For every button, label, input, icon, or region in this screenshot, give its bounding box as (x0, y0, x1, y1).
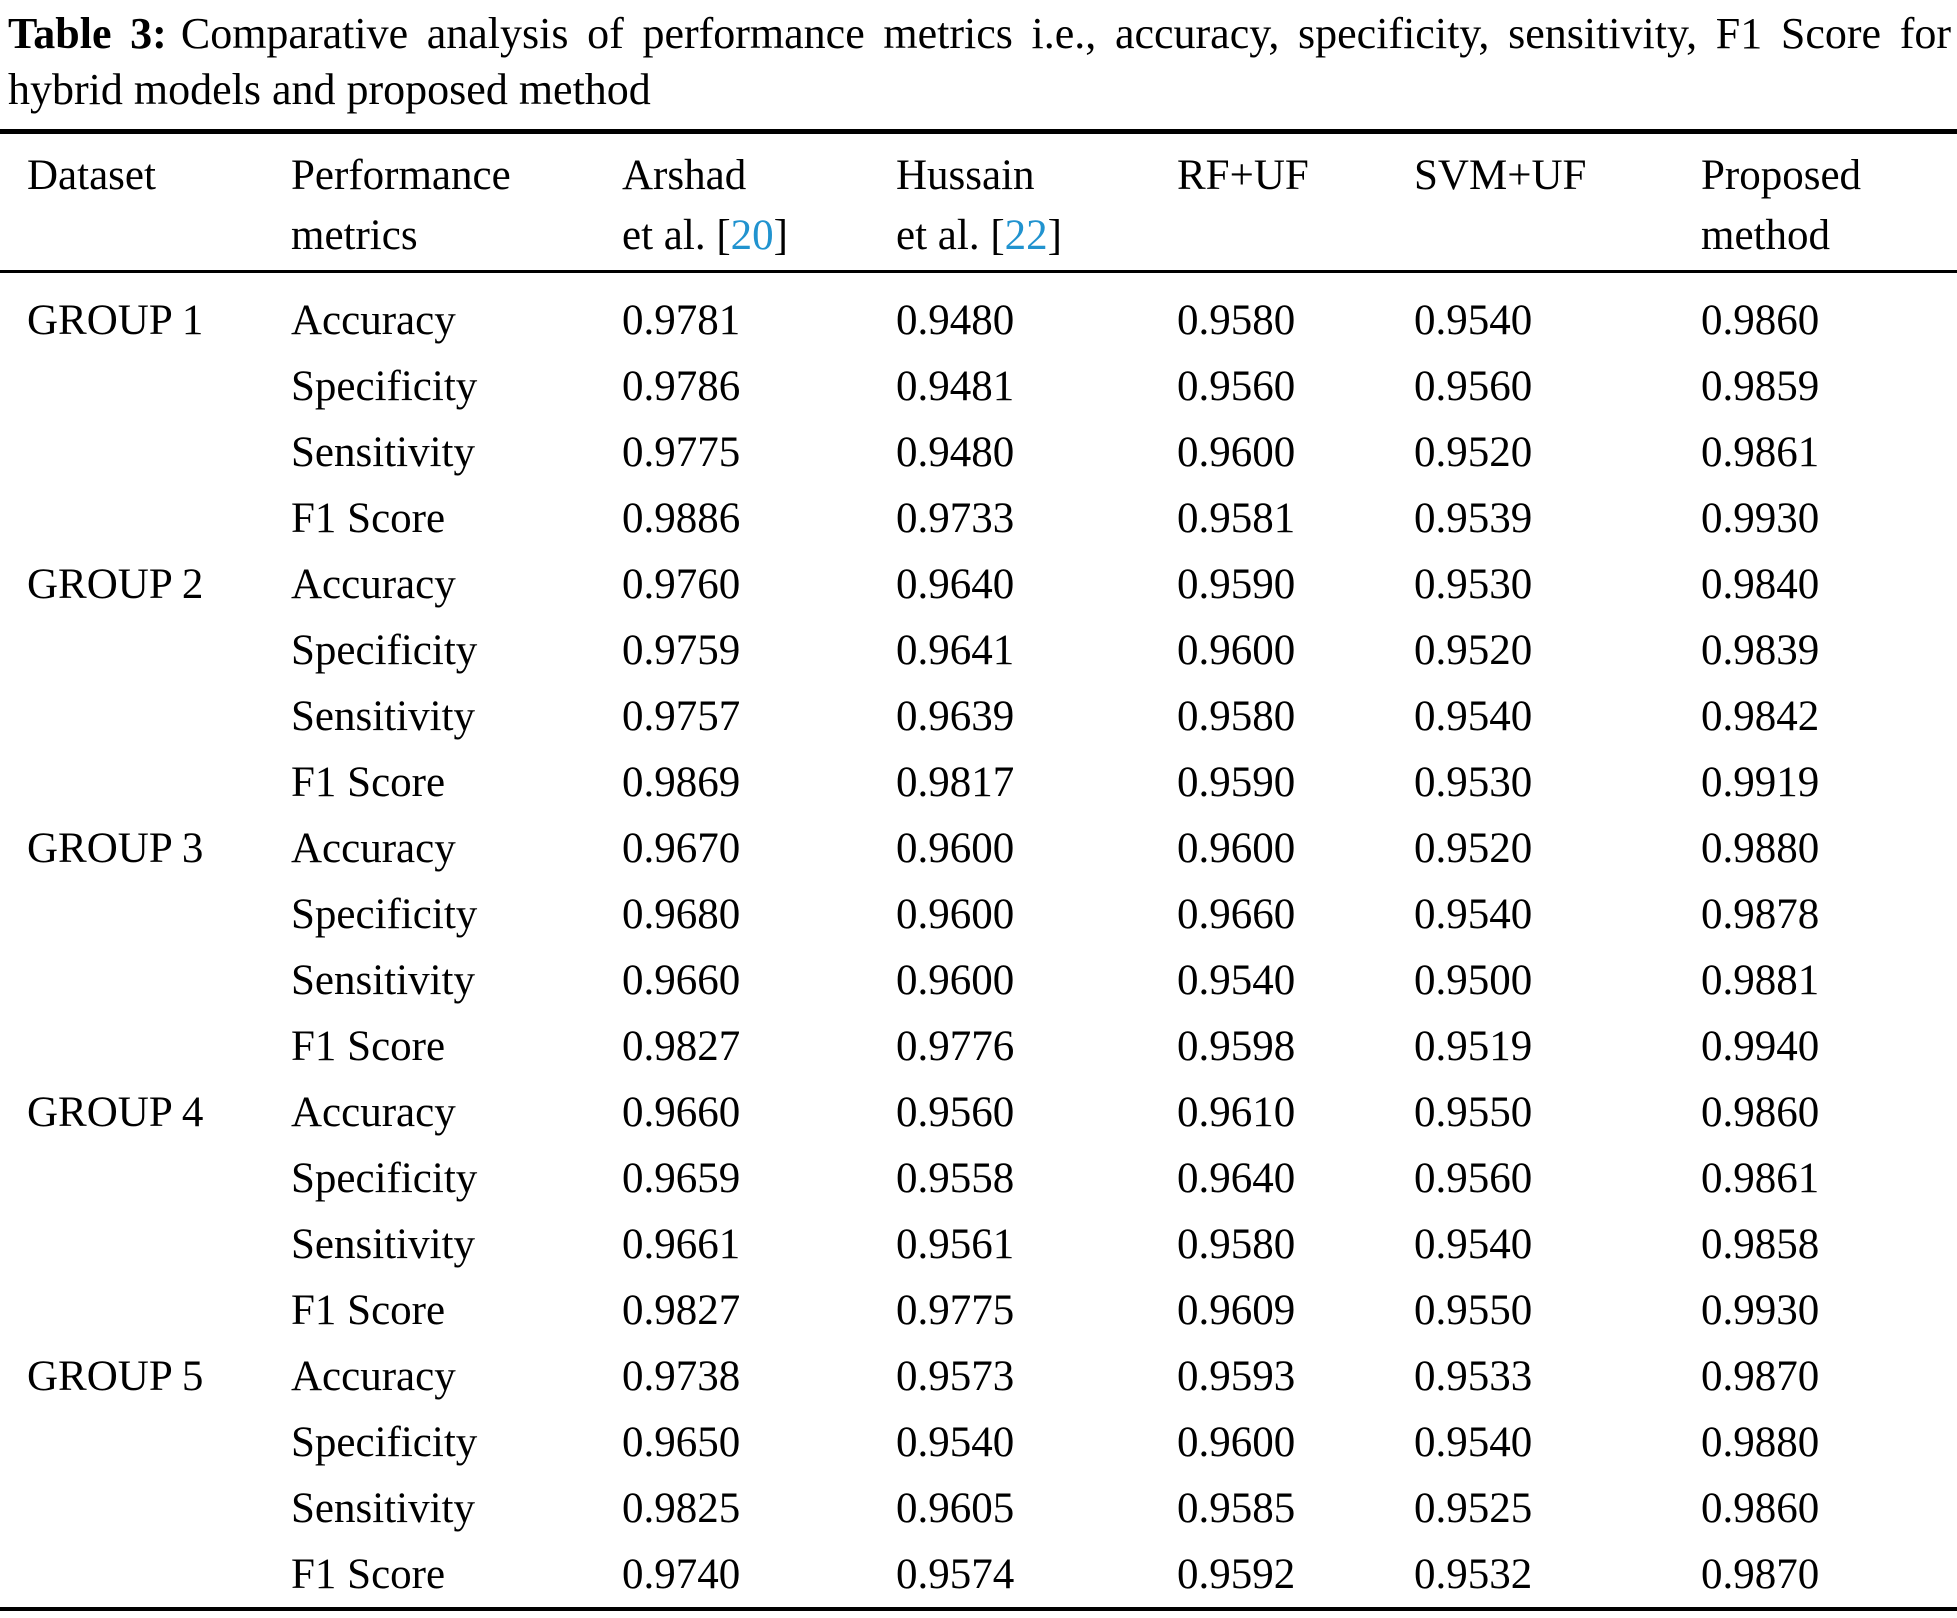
table-row (0, 1343, 1957, 1409)
table-row (0, 419, 1957, 485)
value-cell-proposed: 0.9842 (1701, 693, 1820, 740)
header-row (0, 131, 1957, 271)
value-cell-proposed: 0.9930 (1701, 495, 1820, 542)
dataset-group-cell (0, 749, 291, 815)
table-row (0, 1541, 1957, 1609)
table-row (0, 272, 1957, 354)
metric-name-cell: Accuracy (291, 561, 456, 608)
col-header-svm-uf: SVM+UF (1414, 131, 1701, 271)
value-cell-arshad: 0.9825 (622, 1485, 741, 1532)
value-cell-rf-uf: 0.9580 (1177, 1221, 1296, 1268)
value-cell-proposed: 0.9878 (1701, 891, 1820, 938)
metric-name-cell: F1 Score (291, 1287, 446, 1334)
table-row (0, 1211, 1957, 1277)
value-cell-svm-uf: 0.9500 (1414, 957, 1533, 1004)
value-cell-arshad: 0.9775 (622, 429, 741, 476)
value-cell-rf-uf: 0.9640 (1177, 1155, 1296, 1202)
value-cell-hussain: 0.9639 (896, 693, 1015, 740)
dataset-group-cell (0, 1409, 291, 1475)
dataset-group-cell (0, 1277, 291, 1343)
dataset-group-cell (0, 617, 291, 683)
value-cell-hussain: 0.9540 (896, 1419, 1015, 1466)
table-body (0, 272, 1957, 1610)
value-cell-arshad: 0.9650 (622, 1419, 741, 1466)
value-cell-arshad: 0.9661 (622, 1221, 741, 1268)
value-cell-hussain: 0.9640 (896, 561, 1015, 608)
value-cell-arshad: 0.9760 (622, 561, 741, 608)
value-cell-svm-uf: 0.9560 (1414, 1155, 1533, 1202)
value-cell-svm-uf: 0.9540 (1414, 1221, 1533, 1268)
value-cell-rf-uf: 0.9600 (1177, 1419, 1296, 1466)
table-row (0, 353, 1957, 419)
value-cell-svm-uf: 0.9540 (1414, 891, 1533, 938)
value-cell-arshad: 0.9869 (622, 759, 741, 806)
table-row (0, 749, 1957, 815)
table-row (0, 1079, 1957, 1145)
dataset-group-cell: GROUP 4 (27, 1089, 204, 1136)
col-header-hussain: Hussain et al. [22] (896, 131, 1177, 271)
metric-name-cell: Specificity (291, 891, 478, 938)
value-cell-proposed: 0.9880 (1701, 1419, 1820, 1466)
value-cell-proposed: 0.9870 (1701, 1353, 1820, 1400)
metric-name-cell: Sensitivity (291, 429, 475, 476)
metric-name-cell: F1 Score (291, 759, 446, 806)
metric-name-cell: Sensitivity (291, 1221, 475, 1268)
value-cell-hussain: 0.9574 (896, 1551, 1015, 1598)
citation-ref-22[interactable]: 22 (1004, 211, 1048, 259)
metric-name-cell: Specificity (291, 1419, 478, 1466)
value-cell-arshad: 0.9781 (622, 297, 741, 344)
col-header-performance-metrics: Performance metrics (291, 131, 622, 271)
dataset-group-cell (0, 485, 291, 551)
value-cell-rf-uf: 0.9609 (1177, 1287, 1296, 1334)
value-cell-hussain: 0.9558 (896, 1155, 1015, 1202)
value-cell-hussain: 0.9600 (896, 825, 1015, 872)
value-cell-proposed: 0.9881 (1701, 957, 1820, 1004)
value-cell-hussain: 0.9480 (896, 429, 1015, 476)
value-cell-hussain: 0.9561 (896, 1221, 1015, 1268)
value-cell-hussain: 0.9600 (896, 957, 1015, 1004)
table-row (0, 485, 1957, 551)
dataset-group-cell (0, 881, 291, 947)
value-cell-proposed: 0.9919 (1701, 759, 1820, 806)
dataset-group-cell: GROUP 1 (27, 297, 204, 344)
value-cell-svm-uf: 0.9520 (1414, 825, 1533, 872)
value-cell-arshad: 0.9660 (622, 957, 741, 1004)
value-cell-rf-uf: 0.9600 (1177, 825, 1296, 872)
dataset-group-cell: GROUP 3 (27, 825, 204, 872)
value-cell-proposed: 0.9861 (1701, 429, 1820, 476)
metric-name-cell: Sensitivity (291, 1485, 475, 1532)
value-cell-arshad: 0.9670 (622, 825, 741, 872)
value-cell-hussain: 0.9560 (896, 1089, 1015, 1136)
value-cell-svm-uf: 0.9519 (1414, 1023, 1533, 1070)
metric-name-cell: Accuracy (291, 1089, 456, 1136)
metric-name-cell: Accuracy (291, 825, 456, 872)
value-cell-proposed: 0.9860 (1701, 1089, 1820, 1136)
value-cell-arshad: 0.9886 (622, 495, 741, 542)
value-cell-arshad: 0.9827 (622, 1287, 741, 1334)
value-cell-hussain: 0.9733 (896, 495, 1015, 542)
value-cell-rf-uf: 0.9590 (1177, 759, 1296, 806)
value-cell-rf-uf: 0.9600 (1177, 627, 1296, 674)
value-cell-svm-uf: 0.9539 (1414, 495, 1533, 542)
value-cell-hussain: 0.9605 (896, 1485, 1015, 1532)
value-cell-svm-uf: 0.9533 (1414, 1353, 1533, 1400)
value-cell-proposed: 0.9880 (1701, 825, 1820, 872)
table-row (0, 1277, 1957, 1343)
col-header-dataset: Dataset (0, 131, 291, 271)
value-cell-rf-uf: 0.9592 (1177, 1551, 1296, 1598)
metric-name-cell: F1 Score (291, 1023, 446, 1070)
value-cell-hussain: 0.9641 (896, 627, 1015, 674)
value-cell-svm-uf: 0.9525 (1414, 1485, 1533, 1532)
value-cell-rf-uf: 0.9600 (1177, 429, 1296, 476)
dataset-group-cell (0, 683, 291, 749)
metric-name-cell: Specificity (291, 363, 478, 410)
value-cell-svm-uf: 0.9540 (1414, 1419, 1533, 1466)
value-cell-proposed: 0.9839 (1701, 627, 1820, 674)
value-cell-arshad: 0.9680 (622, 891, 741, 938)
value-cell-arshad: 0.9659 (622, 1155, 741, 1202)
value-cell-rf-uf: 0.9585 (1177, 1485, 1296, 1532)
value-cell-arshad: 0.9827 (622, 1023, 741, 1070)
value-cell-proposed: 0.9858 (1701, 1221, 1820, 1268)
value-cell-proposed: 0.9930 (1701, 1287, 1820, 1334)
value-cell-svm-uf: 0.9532 (1414, 1551, 1533, 1598)
value-cell-rf-uf: 0.9593 (1177, 1353, 1296, 1400)
dataset-group-cell (0, 947, 291, 1013)
dataset-group-cell (0, 353, 291, 419)
dataset-group-cell (0, 1145, 291, 1211)
value-cell-hussain: 0.9600 (896, 891, 1015, 938)
dataset-group-cell (0, 1541, 291, 1609)
col-header-rf-uf: RF+UF (1177, 131, 1414, 271)
citation-ref-20[interactable]: 20 (730, 211, 774, 259)
table-row (0, 617, 1957, 683)
value-cell-proposed: 0.9859 (1701, 363, 1820, 410)
value-cell-rf-uf: 0.9540 (1177, 957, 1296, 1004)
value-cell-rf-uf: 0.9580 (1177, 693, 1296, 740)
value-cell-proposed: 0.9940 (1701, 1023, 1820, 1070)
metric-name-cell: Sensitivity (291, 957, 475, 1004)
value-cell-rf-uf: 0.9580 (1177, 297, 1296, 344)
value-cell-svm-uf: 0.9560 (1414, 363, 1533, 410)
col-header-arshad: Arshad et al. [20] (622, 131, 896, 271)
value-cell-svm-uf: 0.9520 (1414, 627, 1533, 674)
table-caption (0, 0, 1957, 119)
value-cell-rf-uf: 0.9560 (1177, 363, 1296, 410)
table-row (0, 947, 1957, 1013)
dataset-group-cell (0, 419, 291, 485)
value-cell-hussain: 0.9817 (896, 759, 1015, 806)
value-cell-hussain: 0.9481 (896, 363, 1015, 410)
value-cell-proposed: 0.9860 (1701, 297, 1820, 344)
value-cell-rf-uf: 0.9610 (1177, 1089, 1296, 1136)
table-row (0, 551, 1957, 617)
value-cell-arshad: 0.9660 (622, 1089, 741, 1136)
dataset-group-cell (0, 1475, 291, 1541)
dataset-group-cell (0, 1211, 291, 1277)
performance-metrics-table (0, 129, 1957, 1611)
metric-name-cell: Accuracy (291, 297, 456, 344)
value-cell-hussain: 0.9573 (896, 1353, 1015, 1400)
metric-name-cell: Specificity (291, 627, 478, 674)
value-cell-svm-uf: 0.9550 (1414, 1287, 1533, 1334)
value-cell-svm-uf: 0.9550 (1414, 1089, 1533, 1136)
table-row (0, 683, 1957, 749)
value-cell-rf-uf: 0.9598 (1177, 1023, 1296, 1070)
value-cell-hussain: 0.9776 (896, 1023, 1015, 1070)
dataset-group-cell: GROUP 2 (27, 561, 204, 608)
value-cell-proposed: 0.9870 (1701, 1551, 1820, 1598)
table-row (0, 1475, 1957, 1541)
value-cell-rf-uf: 0.9660 (1177, 891, 1296, 938)
metric-name-cell: Specificity (291, 1155, 478, 1202)
value-cell-proposed: 0.9861 (1701, 1155, 1820, 1202)
table-row (0, 1013, 1957, 1079)
value-cell-svm-uf: 0.9530 (1414, 561, 1533, 608)
table-row (0, 881, 1957, 947)
table-caption-label: Table 3: (8, 9, 167, 58)
metric-name-cell: F1 Score (291, 1551, 446, 1598)
value-cell-rf-uf: 0.9590 (1177, 561, 1296, 608)
value-cell-svm-uf: 0.9540 (1414, 693, 1533, 740)
col-header-proposed-method: Proposed method (1701, 131, 1957, 271)
value-cell-arshad: 0.9738 (622, 1353, 741, 1400)
value-cell-arshad: 0.9759 (622, 627, 741, 674)
metric-name-cell: Sensitivity (291, 693, 475, 740)
value-cell-hussain: 0.9480 (896, 297, 1015, 344)
value-cell-proposed: 0.9860 (1701, 1485, 1820, 1532)
metric-name-cell: Accuracy (291, 1353, 456, 1400)
value-cell-arshad: 0.9757 (622, 693, 741, 740)
table-row (0, 1145, 1957, 1211)
value-cell-svm-uf: 0.9520 (1414, 429, 1533, 476)
value-cell-svm-uf: 0.9530 (1414, 759, 1533, 806)
table-header (0, 131, 1957, 271)
value-cell-proposed: 0.9840 (1701, 561, 1820, 608)
value-cell-svm-uf: 0.9540 (1414, 297, 1533, 344)
metric-name-cell: F1 Score (291, 495, 446, 542)
table-caption-text: Comparative analysis of performance metrics i.e., accuracy, specificity, sensitivity, F1 Score for hybrid models and proposed method (8, 9, 1952, 115)
value-cell-arshad: 0.9786 (622, 363, 741, 410)
table-row (0, 1409, 1957, 1475)
table-row (0, 815, 1957, 881)
dataset-group-cell (0, 1013, 291, 1079)
value-cell-arshad: 0.9740 (622, 1551, 741, 1598)
value-cell-rf-uf: 0.9581 (1177, 495, 1296, 542)
dataset-group-cell: GROUP 5 (27, 1353, 204, 1400)
value-cell-hussain: 0.9775 (896, 1287, 1015, 1334)
